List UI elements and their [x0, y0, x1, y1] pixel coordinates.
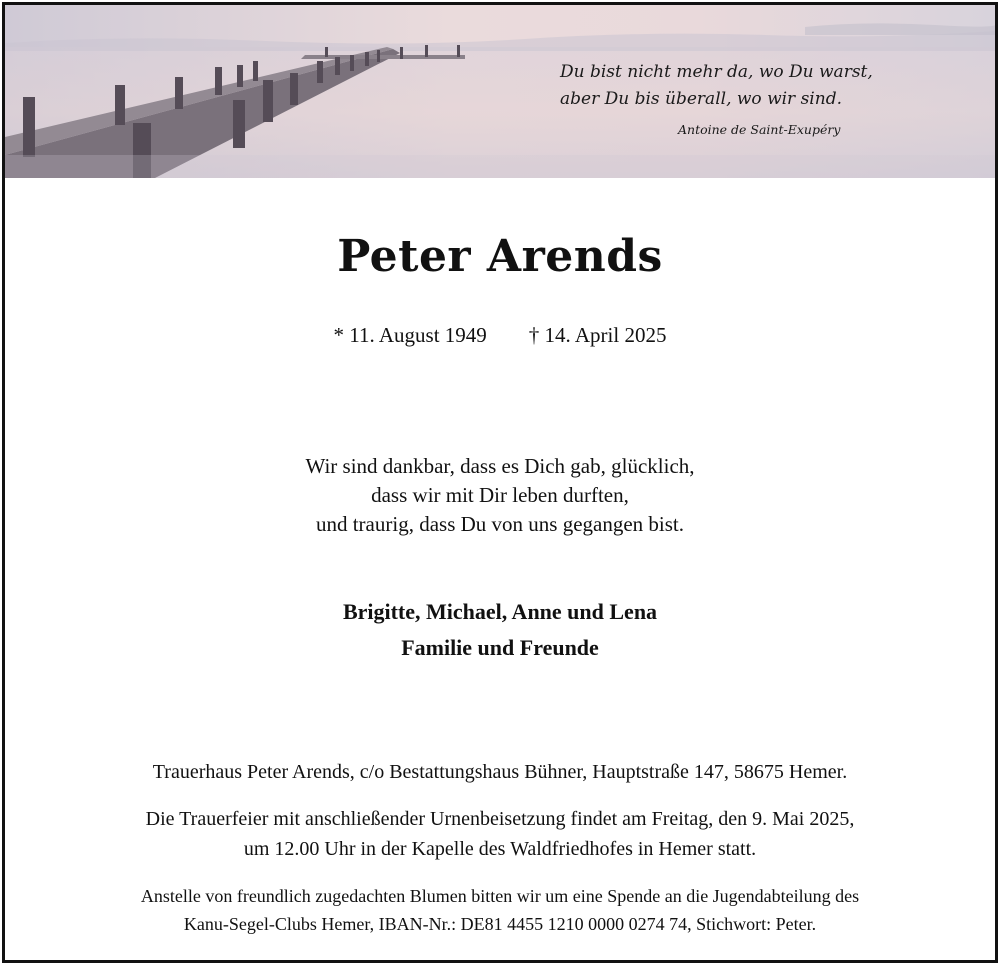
ceremony-info — [5, 804, 995, 864]
deceased-name: Peter Arends — [337, 231, 663, 282]
address-text: Trauerhaus Peter Arends, c/o Bestattungshaus Bühner, Hauptstraße 147, 58675 Hemer. — [152, 761, 848, 783]
mourners-line: Familie und Freunde — [401, 635, 599, 660]
mourners-line: Brigitte, Michael, Anne und Lena — [342, 599, 658, 624]
quote-line: aber Du bis überall, wo wir sind. — [560, 89, 842, 109]
birth-date: * 11. August 1949 — [333, 323, 487, 347]
life-dates — [5, 323, 995, 348]
death-date: † 14. April 2025 — [528, 323, 667, 347]
mourners — [5, 594, 995, 666]
poem-line: und traurig, dass Du von uns gegangen bist. — [315, 512, 685, 536]
donation-info — [5, 882, 995, 938]
donation-line: Kanu-Segel-Clubs Hemer, IBAN-Nr.: DE81 4455 1210 0000 0274 74, Stichwort: Peter. — [183, 914, 817, 934]
address-line — [5, 757, 995, 787]
obituary-notice — [2, 2, 998, 963]
quote-line: Du bist nicht mehr da, wo Du warst, — [560, 62, 873, 82]
quote-text — [560, 59, 890, 113]
ceremony-line: um 12.00 Uhr in der Kapelle des Waldfriedhofes in Hemer statt. — [243, 838, 757, 860]
quote-author: Antoine de Saint-Exupéry — [678, 122, 841, 137]
header-image — [5, 5, 995, 178]
poem-line: dass wir mit Dir leben durften, — [371, 483, 629, 507]
poem-line: Wir sind dankbar, dass es Dich gab, glücklich, — [305, 454, 695, 478]
ceremony-line: Die Trauerfeier mit anschließender Urnenbeisetzung findet am Freitag, den 9. Mai 2025, — [145, 808, 855, 830]
memorial-poem — [5, 452, 995, 539]
donation-line: Anstelle von freundlich zugedachten Blumen bitten wir um eine Spende an die Jugendabteilung des — [140, 886, 860, 906]
